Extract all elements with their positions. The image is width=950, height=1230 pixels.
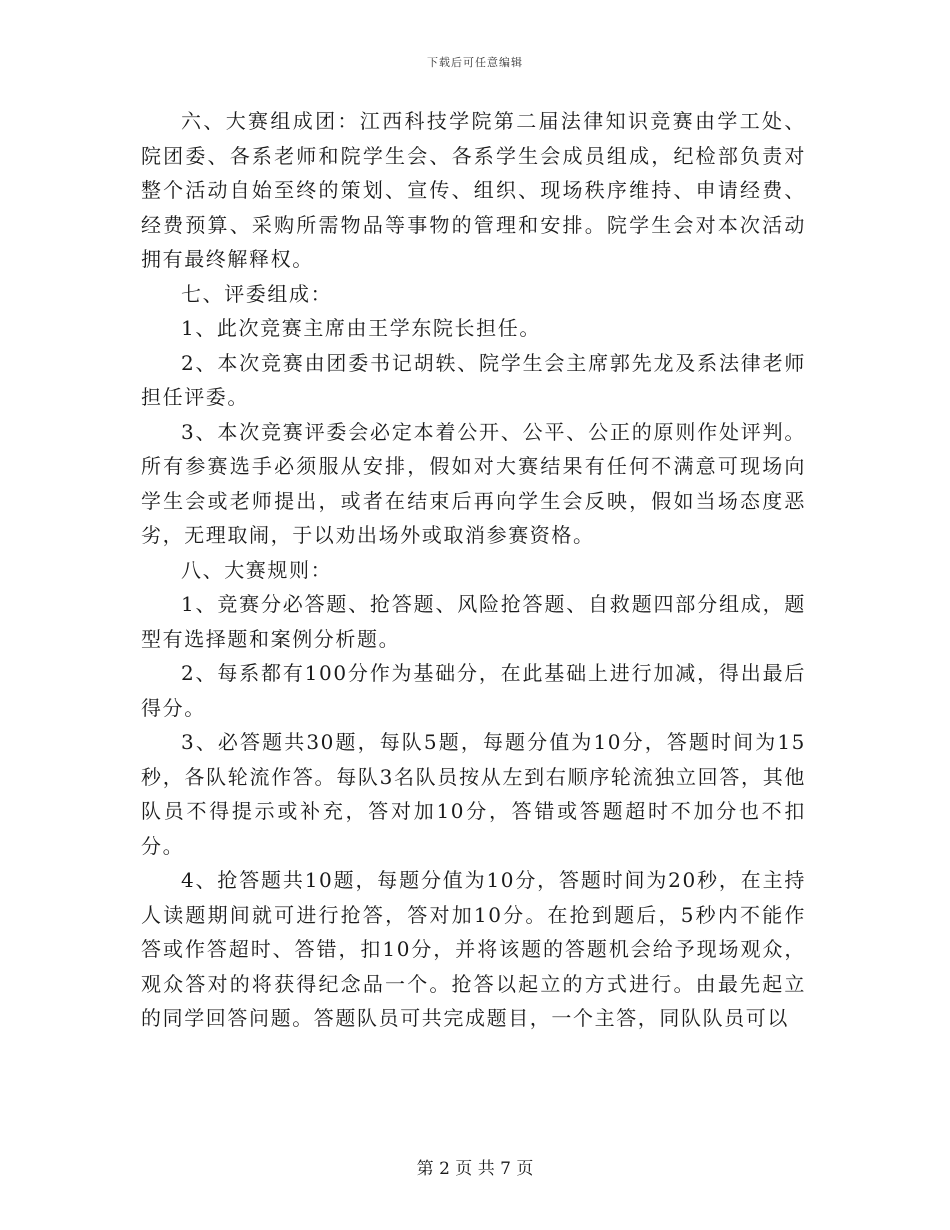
paragraph-rules-required-questions: 3、必答题共30题，每队5题，每题分值为10分，答题时间为15秒，各队轮流作答。每队3名队员按从左到右顺序轮流独立回答，其他队员不得提示或补充，答对加10分，答错或答题超时不加分也不扣分。 bbox=[141, 730, 806, 858]
paragraph-rules-buzzer-questions: 4、抢答题共10题，每题分值为10分，答题时间为20秒，在主持人读题期间就可进行抢答，答对加10分。在抢到题后，5秒内不能作答或作答超时、答错，扣10分，并将该题的答题机会给予现场观众，观众答对的将获得纪念品一个。抢答以起立的方式进行。由最先起立的同学回答问题。答题队员可共完成题目，一个主答，同队队员可以 bbox=[141, 868, 806, 1030]
paragraph-judges-principles: 3、本次竞赛评委会必定本着公开、公平、公正的原则作处评判。所有参赛选手必须服从安排，假如对大赛结果有任何不满意可现场向学生会或老师提出，或者在结束后再向学生会反映，假如当场态度恶劣，无理取闹，于以劝出场外或取消参赛资格。 bbox=[141, 419, 806, 547]
document-body bbox=[141, 104, 806, 1036]
paragraph-organizers: 六、大赛组成团：江西科技学院第二届法律知识竞赛由学工处、院团委、各系老师和院学生会、各系学生会成员组成，纪检部负责对整个活动自始至终的策划、宣传、组织、现场秩序维持、申请经费、经费预算、采购所需物品等事物的管理和安排。院学生会对本次活动拥有最终解释权。 bbox=[141, 109, 806, 271]
paragraph-judges-heading: 七、评委组成： bbox=[181, 281, 333, 306]
paragraph-rules-base-score: 2、每系都有100分作为基础分，在此基础上进行加减，得出最后得分。 bbox=[141, 661, 806, 720]
paragraph-rules-heading: 八、大赛规则： bbox=[181, 557, 333, 582]
page-header-note: 下载后可任意编辑 bbox=[427, 56, 523, 69]
paragraph-rules-structure: 1、竞赛分必答题、抢答题、风险抢答题、自救题四部分组成，题型有选择题和案例分析题。 bbox=[141, 592, 806, 651]
paragraph-judges-members: 2、本次竞赛由团委书记胡轶、院学生会主席郭先龙及系法律老师担任评委。 bbox=[141, 350, 806, 409]
page-number: 第 2 页 共 7 页 bbox=[416, 1159, 534, 1179]
paragraph-judges-chair: 1、此次竞赛主席由王学东院长担任。 bbox=[181, 316, 541, 340]
